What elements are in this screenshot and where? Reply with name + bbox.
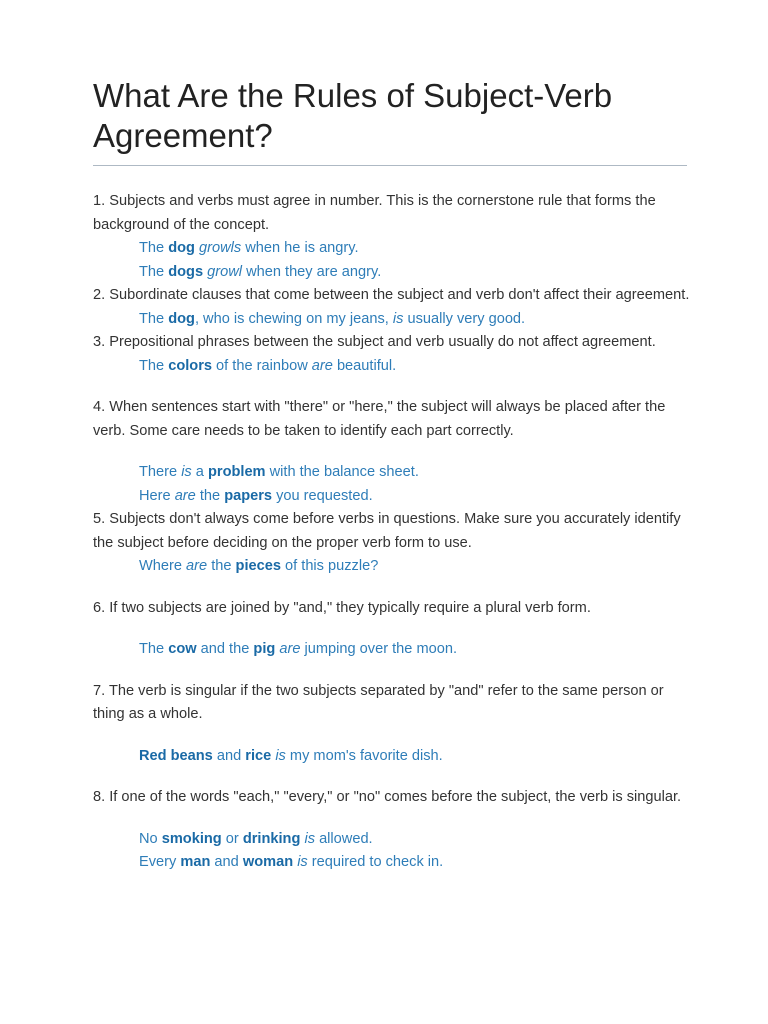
example-subject: smoking: [161, 830, 222, 847]
example-subject: dog: [168, 310, 195, 327]
example-subject: woman: [242, 854, 294, 870]
example-text: the: [195, 487, 225, 504]
example-subject: pig: [253, 641, 276, 657]
example-text: and: [210, 854, 243, 870]
example-verb: are: [279, 641, 301, 657]
spacer: [93, 378, 693, 396]
article-header: [93, 76, 687, 174]
example-verb: growl: [207, 263, 243, 280]
example-sentence: [93, 745, 693, 769]
example-subject: man: [180, 854, 211, 870]
example-text: The: [139, 310, 169, 327]
example-sentence: [93, 308, 693, 332]
example-subject: papers: [224, 487, 273, 504]
rule-text: 4. When sentences start with "there" or "here," the subject will always be placed after the verb. Some care needs to be taken to identify each part correctly.: [93, 399, 666, 439]
example-verb: are: [311, 357, 333, 374]
spacer: [93, 662, 693, 680]
example-sentence: [93, 828, 693, 852]
rule-text: 5. Subjects don't always come before verbs in questions. Make sure you accurately identify the subject before deciding on the proper verb form to use.: [93, 511, 681, 551]
spacer: [93, 768, 693, 786]
example-text: The: [139, 357, 169, 374]
example-subject: cow: [168, 641, 197, 657]
example-verb: are: [186, 558, 208, 574]
example-text: No: [139, 830, 162, 847]
example-verb: is: [392, 310, 404, 327]
example-subject: drinking: [242, 830, 301, 847]
spacer: [93, 443, 693, 461]
example-verb: is: [181, 464, 192, 480]
example-text: required to check in.: [307, 854, 444, 870]
example-text: you requested.: [272, 487, 373, 504]
example-sentence: [93, 261, 693, 285]
example-text: with the balance sheet.: [265, 464, 419, 480]
spacer: [93, 620, 693, 638]
example-sentence: [93, 461, 693, 485]
example-subject: Red beans: [139, 747, 213, 764]
example-text: , who is chewing on my jeans,: [194, 310, 393, 327]
example-text: Here: [139, 487, 175, 504]
example-subject: rice: [245, 747, 272, 764]
page-title: What Are the Rules of Subject-Verb Agreement?: [93, 77, 613, 154]
example-text: jumping over the moon.: [300, 641, 458, 657]
spacer: [93, 727, 693, 745]
title-divider: [93, 165, 687, 166]
example-text: The: [139, 240, 169, 256]
example-verb: is: [297, 854, 308, 870]
example-sentence: [93, 237, 693, 261]
rule-text: 2. Subordinate clauses that come between the subject and verb don't affect their agreement.: [93, 287, 690, 303]
rule-text: 1. Subjects and verbs must agree in number. This is the cornerstone rule that forms the background of the concept.: [93, 193, 656, 233]
rule-text: 7. The verb is singular if the two subjects separated by "and" refer to the same person or thing as a whole.: [93, 682, 664, 722]
example-text: or: [221, 830, 243, 847]
example-verb: is: [275, 747, 286, 764]
example-text: There: [139, 464, 182, 480]
example-text: beautiful.: [332, 357, 397, 374]
spacer: [93, 810, 693, 828]
example-text: Every: [139, 854, 181, 870]
example-subject: colors: [168, 357, 212, 374]
example-sentence: [93, 638, 693, 662]
example-text: allowed.: [315, 830, 373, 847]
example-text: Where: [139, 558, 187, 574]
example-subject: dogs: [168, 263, 204, 280]
example-text: a: [191, 464, 208, 480]
example-subject: problem: [207, 464, 266, 480]
example-sentence: [93, 485, 693, 509]
example-text: The: [139, 263, 169, 280]
example-verb: is: [304, 830, 316, 847]
example-sentence: [93, 355, 693, 379]
example-sentence: [93, 851, 693, 875]
example-text: and: [212, 747, 246, 764]
example-text: of this puzzle?: [280, 558, 379, 574]
example-sentence: [93, 555, 693, 579]
example-verb: growls: [199, 240, 242, 256]
example-text: the: [207, 558, 236, 574]
rule-text: 8. If one of the words "each," "every," or "no" comes before the subject, the verb is singular.: [93, 789, 682, 805]
example-text: when they are angry.: [242, 263, 382, 280]
example-subject: dog: [168, 240, 195, 256]
example-verb: are: [174, 487, 196, 504]
example-text: and the: [196, 641, 254, 657]
example-text: The: [139, 641, 169, 657]
example-text: my mom's favorite dish.: [285, 747, 443, 764]
article-body: [93, 190, 693, 875]
rule-text: 6. If two subjects are joined by "and," they typically require a plural verb form.: [93, 599, 591, 616]
spacer: [93, 579, 693, 597]
example-text: when he is angry.: [241, 240, 359, 256]
rule-text: 3. Prepositional phrases between the subject and verb usually do not affect agreement.: [93, 334, 656, 350]
example-subject: pieces: [235, 558, 281, 574]
example-text: usually very good.: [403, 310, 526, 327]
example-text: of the rainbow: [212, 357, 312, 374]
